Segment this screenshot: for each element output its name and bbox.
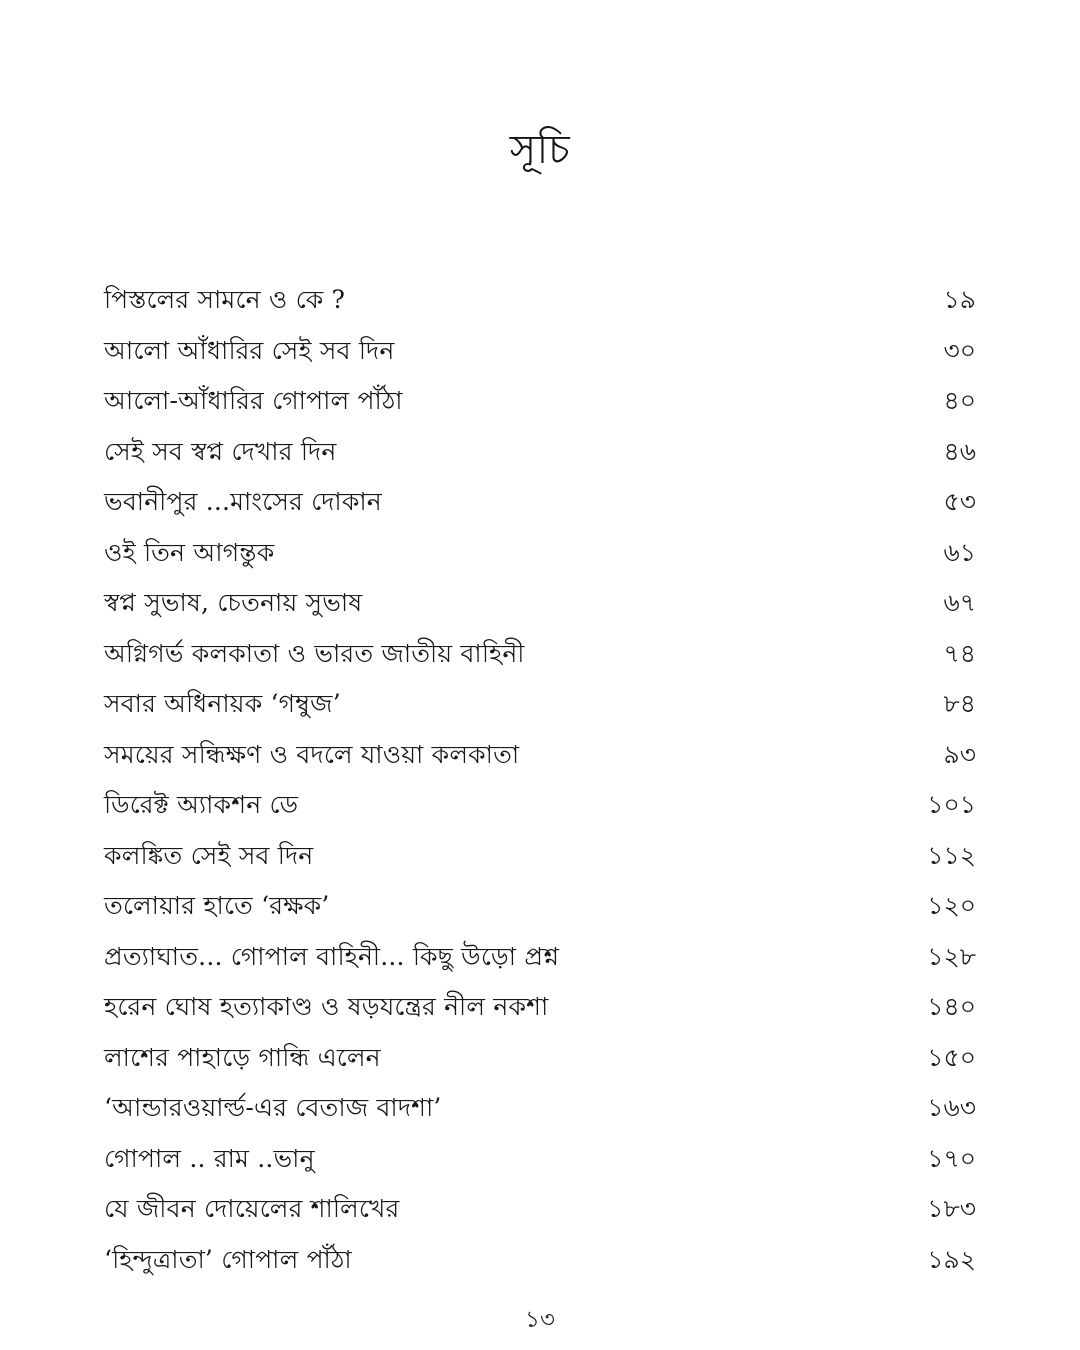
toc-entry-title: অগ্নিগর্ভ কলকাতা ও ভারত জাতীয় বাহিনী <box>104 638 525 668</box>
toc-entry-title: যে জীবন দোয়েলের শালিখের <box>104 1194 400 1223</box>
toc-entry-title: ‘আন্ডারওয়ার্ল্ড-এর বেতাজ বাদশা’ <box>104 1093 442 1122</box>
toc-entry-title: লাশের পাহাড়ে গান্ধি এলেন <box>104 1042 381 1072</box>
toc-entry-title: স্বপ্ন সুভাষ, চেতনায় সুভাষ <box>104 588 363 617</box>
toc-row[interactable] <box>104 841 976 892</box>
toc-row[interactable] <box>104 285 976 336</box>
toc-entry-page-number: ৪৬ <box>943 436 976 466</box>
toc-row[interactable] <box>104 538 976 589</box>
toc-entry-page-number: ১৫০ <box>927 1042 976 1072</box>
toc-entry-page-number: ১৯ <box>943 285 976 314</box>
toc-entry-title: সবার অধিনায়ক ‘গম্বুজ’ <box>104 689 341 718</box>
toc-entry-page-number: ৪০ <box>943 386 976 415</box>
toc-row[interactable] <box>104 588 976 639</box>
toc-entry-title: সময়ের সন্ধিক্ষণ ও বদলে যাওয়া কলকাতা <box>104 739 520 769</box>
toc-row[interactable] <box>104 1194 976 1245</box>
toc-entry-page-number: ৭৪ <box>943 638 976 668</box>
toc-row[interactable] <box>104 790 976 841</box>
toc-row[interactable] <box>104 1043 976 1094</box>
toc-row[interactable] <box>104 891 976 942</box>
toc-entry-title: গোপাল .. রাম ..ভানু <box>104 1143 315 1173</box>
toc-row[interactable] <box>104 689 976 740</box>
toc-entry-page-number: ৫৩ <box>943 487 976 516</box>
page-title: সূচি <box>509 127 571 173</box>
toc-entry-page-number: ১১২ <box>927 840 976 870</box>
table-of-contents <box>104 285 976 1295</box>
toc-entry-title: আলো-আঁধারির গোপাল পাঁঠা <box>104 386 403 415</box>
toc-entry-page-number: ১৭০ <box>927 1143 976 1173</box>
toc-row[interactable] <box>104 942 976 993</box>
toc-row[interactable] <box>104 1144 976 1195</box>
toc-entry-page-number: ১২৮ <box>927 941 976 971</box>
toc-entry-title: ‘হিন্দুত্রাতা’ গোপাল পাঁঠা <box>104 1244 352 1274</box>
toc-entry-page-number: ১২০ <box>927 891 976 920</box>
toc-entry-title: সেই সব স্বপ্ন দেখার দিন <box>104 436 337 466</box>
toc-row[interactable] <box>104 1093 976 1144</box>
toc-entry-page-number: ১০১ <box>927 790 976 819</box>
toc-entry-page-number: ১৯২ <box>927 1244 976 1274</box>
toc-row[interactable] <box>104 639 976 690</box>
toc-entry-title: ডিরেক্ট অ্যাকশন ডে <box>104 790 299 819</box>
toc-entry-page-number: ৩০ <box>943 335 976 365</box>
toc-entry-title: ওই তিন আগন্তুক <box>104 537 275 567</box>
toc-entry-title: হরেন ঘোষ হত্যাকাণ্ড ও ষড়যন্ত্রের নীল নকশা <box>104 992 549 1021</box>
page-folio: ১৩ <box>525 1307 555 1333</box>
toc-entry-page-number: ৯৩ <box>943 739 976 769</box>
toc-entry-page-number: ১৬৩ <box>927 1093 976 1122</box>
toc-row[interactable] <box>104 992 976 1043</box>
toc-entry-page-number: ১৮৩ <box>927 1194 976 1223</box>
toc-entry-title: পিস্তলের সামনে ও কে ? <box>104 285 346 314</box>
toc-entry-page-number: ১৪০ <box>927 992 976 1021</box>
toc-row[interactable] <box>104 740 976 791</box>
toc-entry-page-number: ৬১ <box>943 537 976 567</box>
toc-row[interactable] <box>104 336 976 387</box>
toc-entry-title: তলোয়ার হাতে ‘রক্ষক’ <box>104 891 330 920</box>
toc-entry-title: আলো আঁধারির সেই সব দিন <box>104 335 395 365</box>
toc-entry-title: ভবানীপুর ...মাংসের দোকান <box>104 487 382 516</box>
toc-row[interactable] <box>104 487 976 538</box>
toc-row[interactable] <box>104 437 976 488</box>
toc-row[interactable] <box>104 1245 976 1296</box>
toc-entry-title: প্রত্যাঘাত... গোপাল বাহিনী... কিছু উড়ো প্রশ্ন <box>104 941 560 971</box>
toc-row[interactable] <box>104 386 976 437</box>
toc-entry-title: কলঙ্কিত সেই সব দিন <box>104 840 314 870</box>
toc-entry-page-number: ৮৪ <box>943 689 976 718</box>
toc-entry-page-number: ৬৭ <box>943 588 976 617</box>
